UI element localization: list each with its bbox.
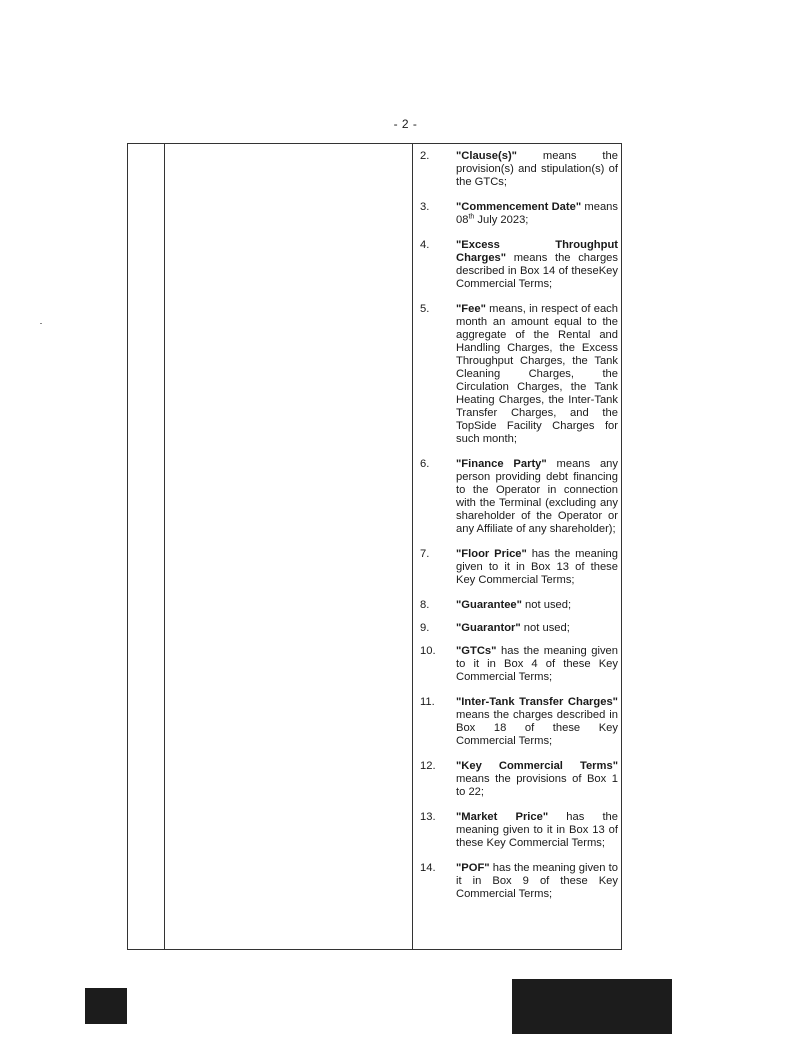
defined-term: "POF" xyxy=(456,862,490,874)
definition-item xyxy=(420,599,618,612)
definition-item xyxy=(420,201,618,227)
redaction-block xyxy=(85,988,127,1024)
definition-number: 5. xyxy=(420,303,430,315)
defined-term: "GTCs" xyxy=(456,645,497,657)
definition-text xyxy=(456,458,618,536)
definition-number: 3. xyxy=(420,201,430,213)
definition-text xyxy=(456,150,618,189)
definition-item xyxy=(420,548,618,587)
definition-number: 12. xyxy=(420,760,436,772)
scan-speck xyxy=(40,323,42,324)
definition-body: has the meaning given to it in Box 13 of these Key Commercial Terms; xyxy=(456,811,618,849)
definition-item xyxy=(420,811,618,850)
defined-term: "Clause(s)" xyxy=(456,150,517,162)
definition-body: has the meaning given to it in Box 4 of these Key Commercial Terms; xyxy=(456,645,618,683)
definition-body: has the meaning given to it in Box 13 of these Key Commercial Terms; xyxy=(456,548,618,586)
definition-text xyxy=(456,303,618,446)
definition-number: 8. xyxy=(420,599,430,611)
definition-number: 13. xyxy=(420,811,436,823)
definition-body: means any person providing debt financing to the Operator in connection with the Terminal (excluding any shareholder of the Operator or any Affiliate of any shareholder); xyxy=(456,458,618,535)
definition-body: July 2023; xyxy=(474,214,529,226)
redaction-block xyxy=(512,979,672,1034)
definition-body: not used; xyxy=(521,599,572,611)
definitions-table xyxy=(127,143,622,950)
definition-item xyxy=(420,862,618,901)
definition-number: 4. xyxy=(420,239,430,251)
definition-text xyxy=(456,696,618,748)
defined-term: "Key Commercial Terms" xyxy=(456,760,618,772)
definitions-list xyxy=(420,150,618,901)
column-divider xyxy=(164,144,165,949)
definition-text xyxy=(456,760,618,799)
definition-item xyxy=(420,622,618,635)
definition-text xyxy=(456,548,618,587)
defined-term: "Guarantor" xyxy=(456,622,521,634)
definition-text xyxy=(456,599,618,612)
column-divider xyxy=(412,144,413,949)
defined-term: "Guarantee" xyxy=(456,599,522,611)
defined-term: "Floor Price" xyxy=(456,548,527,560)
page-number: - 2 - xyxy=(393,117,418,131)
definition-number: 2. xyxy=(420,150,430,162)
definition-body: not used; xyxy=(520,622,570,634)
definition-number: 6. xyxy=(420,458,430,470)
definition-body: means the provisions of Box 1 to 22; xyxy=(456,773,618,798)
definition-text xyxy=(456,645,618,684)
definition-item xyxy=(420,303,618,446)
definition-body: means 08 xyxy=(456,201,618,226)
definition-body: means, in respect of each month an amount equal to the aggregate of the Rental and Handling Charges, the Excess Throughput Charges, the Tank Cleaning Charges, the Circulation Charges, the Tank Heating Charges, the Inter-Tank Transfer Charges, and the TopSide Facility Charges for such month; xyxy=(456,303,618,445)
definition-body: means the charges described in Box 18 of these Key Commercial Terms; xyxy=(456,709,618,747)
defined-term: "Fee" xyxy=(456,303,486,315)
definition-number: 7. xyxy=(420,548,430,560)
definition-number: 14. xyxy=(420,862,436,874)
definition-number: 9. xyxy=(420,622,430,634)
definition-number: 11. xyxy=(420,696,435,708)
definition-number: 10. xyxy=(420,645,436,657)
definition-item xyxy=(420,150,618,189)
defined-term: "Inter-Tank Transfer Charges" xyxy=(456,696,618,708)
defined-term: "Excess Throughput Charges" xyxy=(456,239,618,264)
definition-item xyxy=(420,696,618,748)
definition-body: means the provision(s) and stipulation(s) of the GTCs; xyxy=(456,150,618,188)
definition-item xyxy=(420,645,618,684)
definition-item xyxy=(420,760,618,799)
defined-term: "Finance Party" xyxy=(456,458,547,470)
defined-term: "Market Price" xyxy=(456,811,549,823)
definition-text xyxy=(456,201,618,227)
definition-text xyxy=(456,622,618,635)
definition-body: has the meaning given to it in Box 9 of these Key Commercial Terms; xyxy=(456,862,618,900)
definition-text xyxy=(456,239,618,291)
definition-text xyxy=(456,811,618,850)
definition-text xyxy=(456,862,618,901)
ordinal-suffix: th xyxy=(468,213,475,221)
definition-body: means the charges described in Box 14 of theseKey Commercial Terms; xyxy=(456,252,618,290)
definition-item xyxy=(420,239,618,291)
defined-term: "Commencement Date" xyxy=(456,201,582,213)
definition-item xyxy=(420,458,618,536)
